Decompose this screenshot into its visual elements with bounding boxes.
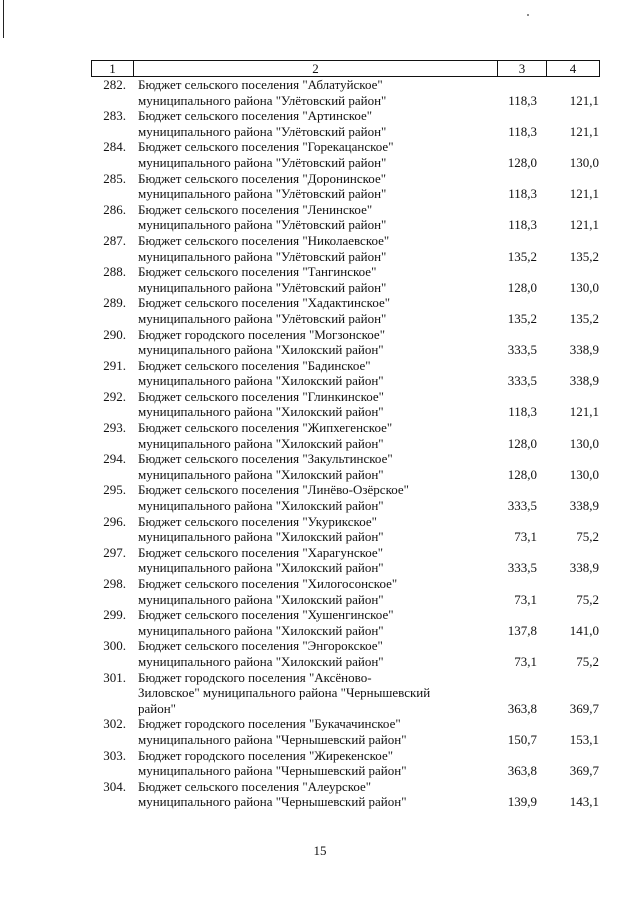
budget-name-line: муниципального района "Хилокский район": [138, 498, 384, 514]
value-col-4: 369,7: [569, 763, 599, 779]
budget-name: [135, 108, 481, 139]
budget-name-line: муниципального района "Чернышевский район": [138, 794, 407, 810]
budget-name: [135, 607, 481, 638]
value-col-4: 121,1: [569, 123, 599, 139]
row-number: 301.: [103, 669, 126, 685]
value-col-4: 130,0: [569, 154, 599, 170]
value-col-4: 75,2: [576, 529, 599, 545]
value-col-4: 369,7: [569, 700, 599, 716]
header-col-3: 3: [498, 61, 547, 77]
value-col-3: 333,5: [507, 560, 537, 576]
table-row: [91, 779, 599, 810]
budget-name-line: Бюджет сельского поселения "Алеурское": [138, 778, 372, 794]
value-col-3: 333,5: [507, 342, 537, 358]
table-row: [91, 327, 599, 358]
row-number: 292.: [103, 388, 126, 404]
budget-name-line: Бюджет сельского поселения "Хилогосонское": [138, 576, 398, 591]
row-number: 298.: [103, 576, 126, 591]
budget-name-line: Бюджет сельского поселения "Горекацанское": [138, 139, 394, 155]
row-number: 295.: [103, 482, 126, 498]
value-col-3: 73,1: [514, 591, 537, 607]
table-header: [91, 60, 600, 77]
value-col-4: 143,1: [569, 794, 599, 810]
budget-name-line: Бюджет городского поселения "Жирекенское": [138, 747, 394, 763]
left-margin-rule: [3, 0, 4, 38]
budget-name-line: Бюджет сельского поселения "Аблатуйское": [138, 77, 383, 92]
budget-name-line: Бюджет городского поселения "Могзонское": [138, 326, 386, 342]
value-col-4: 153,1: [569, 731, 599, 747]
header-col-2: 2: [134, 61, 498, 77]
value-col-3: 118,3: [508, 404, 537, 420]
budget-name-line: муниципального района "Хилокский район": [138, 342, 384, 358]
value-col-4: 121,1: [569, 186, 599, 202]
budget-name: [135, 748, 481, 779]
budget-name: [135, 202, 481, 233]
scan-speck: [527, 14, 529, 16]
budget-name-line: муниципального района "Улётовский район": [138, 123, 387, 139]
budget-name-line: Бюджет сельского поселения "Энгорокское": [138, 638, 383, 654]
budget-name: [135, 139, 481, 170]
budget-name: [135, 779, 481, 810]
budget-name-line: Бюджет сельского поселения "Артинское": [138, 108, 373, 124]
value-col-3: 139,9: [507, 794, 537, 810]
value-col-3: 73,1: [514, 529, 537, 545]
row-number: 283.: [103, 108, 126, 124]
budget-name-line: Бюджет городского поселения "Аксёново-: [138, 669, 372, 685]
budget-name: [135, 233, 481, 264]
value-col-3: 363,8: [507, 763, 537, 779]
header-col-4: 4: [547, 61, 600, 77]
budget-name-line: муниципального района "Хилокский район": [138, 435, 384, 451]
table-row: [91, 202, 599, 233]
budget-name-line: муниципального района "Улётовский район": [138, 186, 387, 202]
budget-name-line: муниципального района "Улётовский район": [138, 279, 387, 295]
budget-name: [135, 171, 481, 202]
budget-name-line: муниципального района "Хилокский район": [138, 404, 384, 420]
budget-name-line: Бюджет сельского поселения "Харагунское": [138, 544, 384, 560]
value-col-4: 121,1: [569, 404, 599, 420]
value-col-3: 118,3: [508, 123, 537, 139]
value-col-3: 128,0: [507, 435, 537, 451]
value-col-3: 128,0: [507, 279, 537, 295]
budget-name: [135, 295, 481, 326]
table-row: [91, 139, 599, 170]
table-row: [91, 670, 599, 717]
budget-name-line: муниципального района "Хилокский район": [138, 653, 384, 669]
budget-name-line: Бюджет сельского поселения "Глинкинское": [138, 388, 384, 404]
table-row: [91, 264, 599, 295]
budget-name-line: район": [138, 700, 176, 716]
budget-name-line: Бюджет городского поселения "Букачачинское": [138, 716, 401, 732]
budget-name-line: муниципального района "Улётовский район": [138, 92, 387, 108]
row-number: 297.: [103, 544, 126, 560]
table-row: [91, 171, 599, 202]
value-col-3: 135,2: [507, 310, 537, 326]
budget-name-line: муниципального района "Чернышевский район": [138, 731, 407, 747]
header-col-1: 1: [92, 61, 134, 77]
value-col-4: 75,2: [576, 653, 599, 669]
row-number: 299.: [103, 607, 126, 623]
table-row: [91, 576, 599, 607]
budget-name-line: муниципального района "Хилокский район": [138, 466, 384, 482]
budget-name: [135, 77, 481, 108]
table-row: [91, 607, 599, 638]
budget-name-line: Зиловское" муниципального района "Чернышевский: [138, 685, 431, 701]
row-number: 293.: [103, 420, 126, 436]
budget-name: [135, 482, 481, 513]
budget-name: [135, 514, 481, 545]
value-col-3: 118,3: [508, 92, 537, 108]
budget-name-line: Бюджет сельского поселения "Хадактинское": [138, 295, 391, 311]
value-col-4: 121,1: [569, 217, 599, 233]
table-row: [91, 233, 599, 264]
row-number: 303.: [103, 747, 126, 763]
budget-name-line: муниципального района "Хилокский район": [138, 622, 384, 638]
budget-name-line: муниципального района "Хилокский район": [138, 591, 384, 607]
value-col-3: 333,5: [507, 373, 537, 389]
table-row: [91, 77, 599, 108]
budget-name: [135, 576, 481, 607]
budget-name-line: Бюджет сельского поселения "Закультинское": [138, 451, 393, 467]
budget-name-line: Бюджет сельского поселения "Доронинское": [138, 170, 387, 186]
value-col-4: 130,0: [569, 279, 599, 295]
budget-name: [135, 716, 481, 747]
row-number: 290.: [103, 326, 126, 342]
value-col-3: 363,8: [507, 700, 537, 716]
budget-name-line: муниципального района "Хилокский район": [138, 529, 384, 545]
table-row: [91, 389, 599, 420]
row-number: 302.: [103, 716, 126, 732]
row-number: 294.: [103, 451, 126, 467]
budget-name-line: Бюджет сельского поселения "Ленинское": [138, 201, 373, 217]
budget-name-line: муниципального района "Улётовский район": [138, 248, 387, 264]
budget-name: [135, 420, 481, 451]
value-col-3: 118,3: [508, 217, 537, 233]
table-row: [91, 514, 599, 545]
budget-name: [135, 670, 481, 717]
row-number: 288.: [103, 264, 126, 280]
table-row: [91, 420, 599, 451]
budget-name-line: муниципального района "Чернышевский район": [138, 763, 407, 779]
budget-name: [135, 389, 481, 420]
budget-table: [91, 77, 599, 810]
value-col-4: 338,9: [569, 342, 599, 358]
row-number: 284.: [103, 139, 126, 155]
budget-name-line: муниципального района "Хилокский район": [138, 373, 384, 389]
budget-name-line: Бюджет сельского поселения "Укурикское": [138, 513, 377, 529]
value-col-3: 73,1: [514, 653, 537, 669]
value-col-3: 150,7: [507, 731, 537, 747]
value-col-4: 338,9: [569, 498, 599, 514]
value-col-3: 128,0: [507, 154, 537, 170]
table-row: [91, 482, 599, 513]
value-col-4: 338,9: [569, 560, 599, 576]
page-number: 15: [313, 843, 327, 858]
budget-name: [135, 545, 481, 576]
row-number: 291.: [103, 357, 126, 373]
value-col-4: 135,2: [569, 310, 599, 326]
budget-name: [135, 358, 481, 389]
row-number: 296.: [103, 513, 126, 529]
budget-name-line: муниципального района "Улётовский район": [138, 154, 387, 170]
table-row: [91, 358, 599, 389]
header-row: [92, 61, 600, 77]
row-number: 287.: [103, 232, 126, 248]
budget-name-line: Бюджет сельского поселения "Тангинское": [138, 264, 377, 280]
budget-name-line: Бюджет сельского поселения "Николаевское": [138, 232, 390, 248]
value-col-3: 135,2: [507, 248, 537, 264]
value-col-4: 130,0: [569, 466, 599, 482]
table-row: [91, 451, 599, 482]
budget-name: [135, 451, 481, 482]
table-row: [91, 638, 599, 669]
budget-name: [135, 327, 481, 358]
value-col-4: 121,1: [569, 92, 599, 108]
row-number: 286.: [103, 201, 126, 217]
value-col-3: 128,0: [507, 466, 537, 482]
row-number: 300.: [103, 638, 126, 654]
row-number: 282.: [103, 77, 126, 92]
value-col-4: 75,2: [576, 591, 599, 607]
value-col-3: 118,3: [508, 186, 537, 202]
value-col-4: 338,9: [569, 373, 599, 389]
value-col-4: 130,0: [569, 435, 599, 451]
table-row: [91, 295, 599, 326]
budget-name-line: Бюджет сельского поселения "Бадинское": [138, 357, 371, 373]
budget-name-line: муниципального района "Улётовский район": [138, 217, 387, 233]
row-number: 304.: [103, 778, 126, 794]
value-col-3: 137,8: [507, 622, 537, 638]
row-number: 285.: [103, 170, 126, 186]
table-row: [91, 108, 599, 139]
budget-name-line: муниципального района "Хилокский район": [138, 560, 384, 576]
table-row: [91, 748, 599, 779]
budget-table-body: [91, 77, 599, 810]
budget-name-line: муниципального района "Улётовский район": [138, 310, 387, 326]
value-col-4: 135,2: [569, 248, 599, 264]
table-row: [91, 545, 599, 576]
budget-name: [135, 264, 481, 295]
budget-name: [135, 638, 481, 669]
table-row: [91, 716, 599, 747]
row-number: 289.: [103, 295, 126, 311]
value-col-4: 141,0: [569, 622, 599, 638]
budget-name-line: Бюджет сельского поселения "Хушенгинское": [138, 607, 394, 623]
budget-name-line: Бюджет сельского поселения "Жипхегенское": [138, 420, 393, 436]
budget-name-line: Бюджет сельского поселения "Линёво-Озёрское": [138, 482, 409, 498]
value-col-3: 333,5: [507, 498, 537, 514]
